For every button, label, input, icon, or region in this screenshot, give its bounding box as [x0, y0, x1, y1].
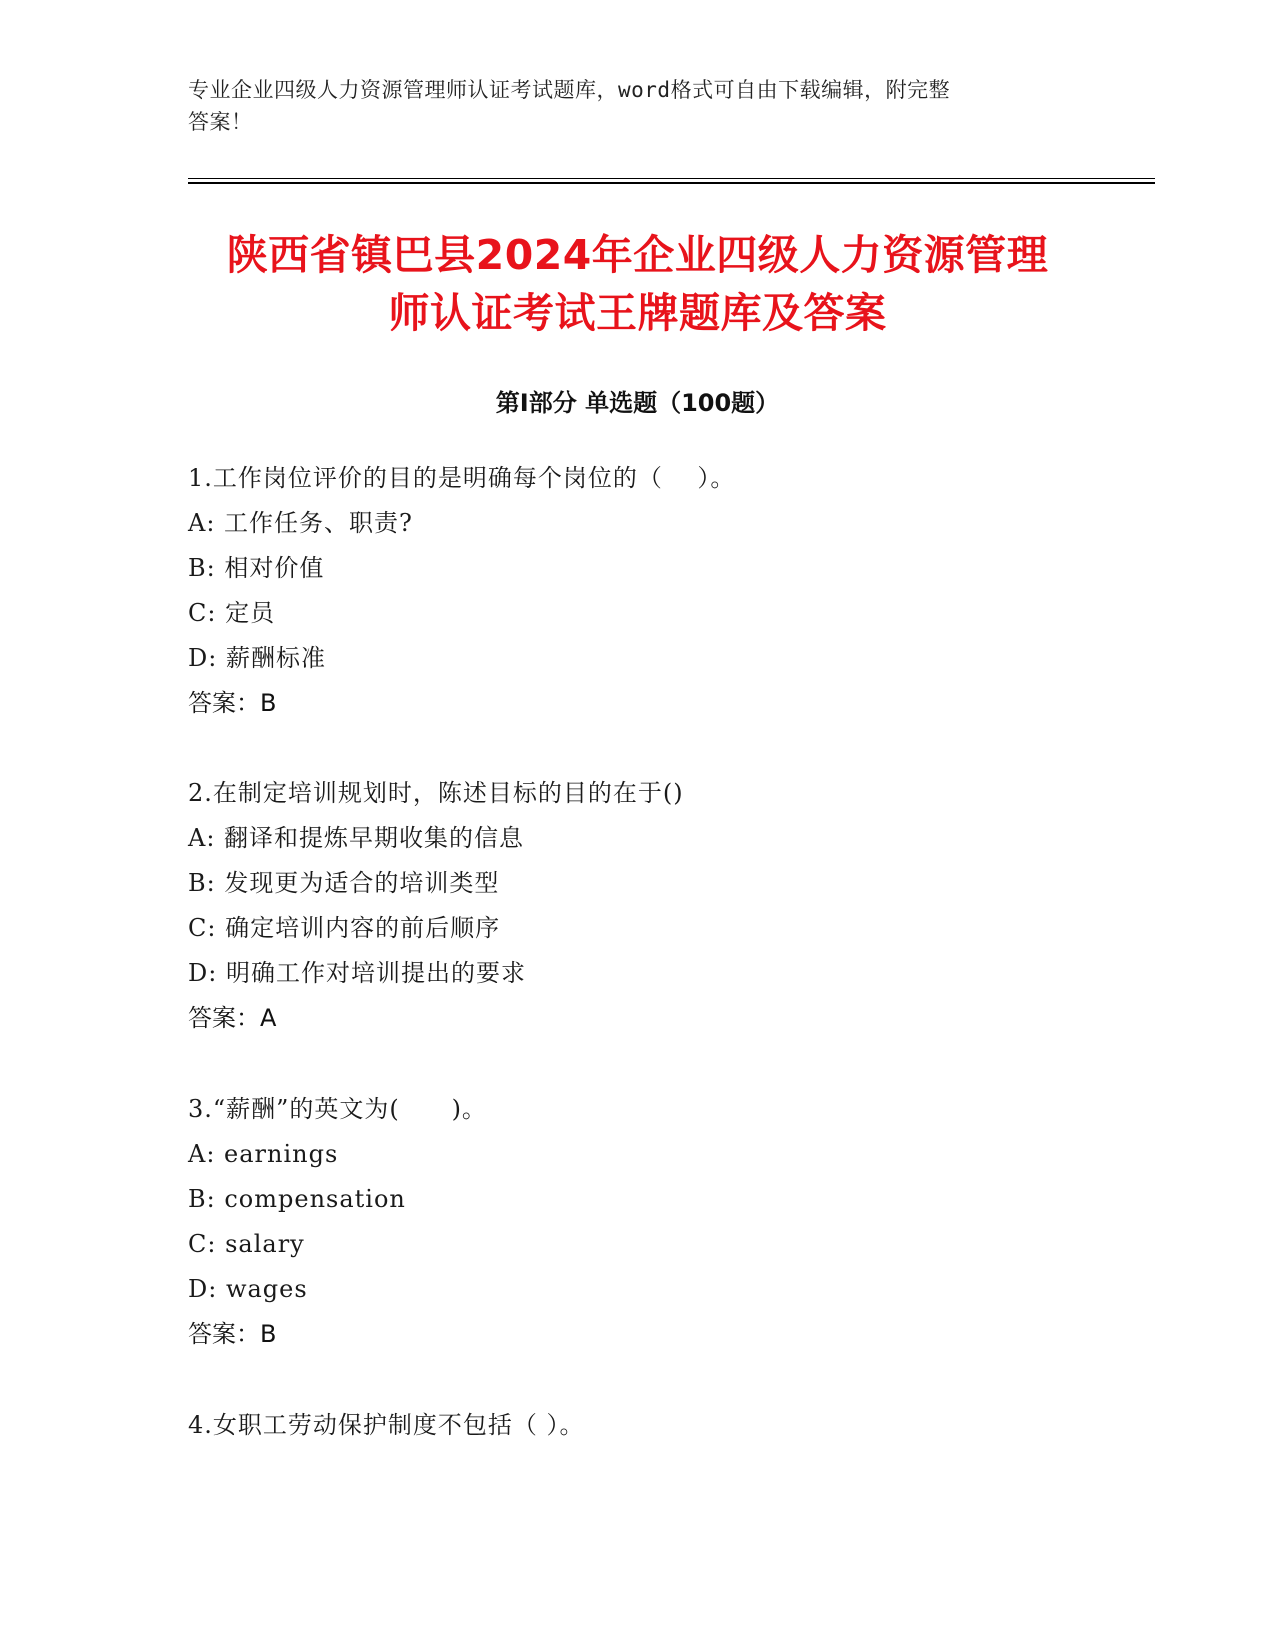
- option-b: B: 相对价值: [188, 554, 325, 582]
- header-note-line-2: 答案！: [188, 110, 253, 134]
- question-2: [188, 771, 1128, 1041]
- document-title-line-2: 师认证考试王牌题库及答案: [388, 289, 887, 337]
- header-divider-thin: [188, 178, 1155, 179]
- question-stem: 2.在制定培训规划时，陈述目标的目的在于(): [188, 779, 684, 807]
- question-stem: 3.“薪酬”的英文为( )。: [188, 1095, 487, 1123]
- option-c: C: 定员: [188, 599, 276, 627]
- document-title-line-1: 陕西省镇巴县2024年企业四级人力资源管理: [226, 231, 1049, 279]
- option-b: B: compensation: [188, 1185, 406, 1213]
- option-b: B: 发现更为适合的培训类型: [188, 869, 500, 897]
- section-heading: 第Ⅰ部分 单选题（100题）: [495, 389, 780, 417]
- option-a: A: 工作任务、职责?: [188, 509, 413, 537]
- question-1: [188, 456, 1128, 726]
- question-3: [188, 1087, 1128, 1357]
- answer: 答案：B: [188, 1320, 277, 1348]
- document-title: [150, 226, 1125, 342]
- header-divider-thick: [188, 182, 1155, 184]
- option-d: D: wages: [188, 1275, 308, 1303]
- answer: 答案：A: [188, 1004, 277, 1032]
- header-note-line-1: 专业企业四级人力资源管理师认证考试题库，word格式可自由下载编辑，附完整: [188, 78, 951, 102]
- header-note: [188, 74, 1088, 138]
- answer: 答案：B: [188, 689, 277, 717]
- option-a: A: 翻译和提炼早期收集的信息: [188, 824, 525, 852]
- option-c: C: 确定培训内容的前后顺序: [188, 914, 501, 942]
- question-stem: 4.女职工劳动保护制度不包括（ ）。: [188, 1411, 585, 1439]
- option-d: D: 明确工作对培训提出的要求: [188, 959, 526, 987]
- option-a: A: earnings: [188, 1140, 339, 1168]
- question-stem: 1.工作岗位评价的目的是明确每个岗位的（ ）。: [188, 464, 736, 492]
- question-4: [188, 1403, 1128, 1448]
- option-d: D: 薪酬标准: [188, 644, 326, 672]
- option-c: C: salary: [188, 1230, 305, 1258]
